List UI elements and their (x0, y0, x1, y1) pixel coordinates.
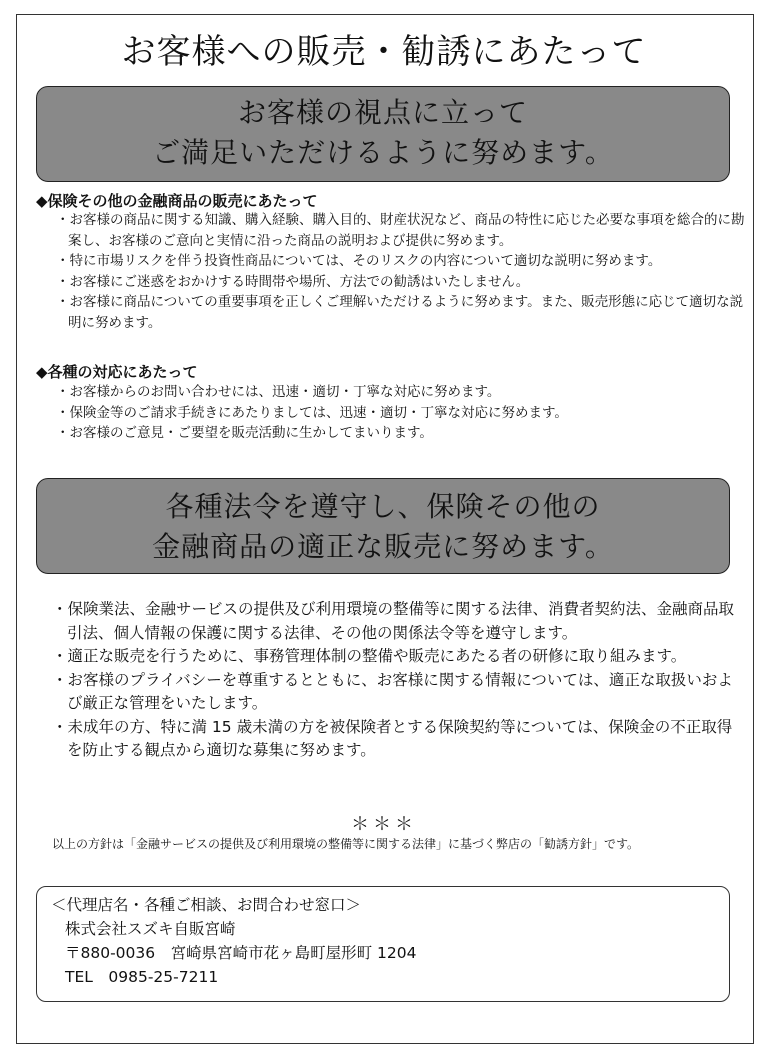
contact-box (36, 886, 730, 1002)
contact-heading: ＜代理店名・各種ご相談、お問合わせ窓口＞ (51, 896, 362, 914)
page-title: お客様への販売・勧誘にあたって (121, 32, 647, 72)
compliance-banner (36, 478, 730, 574)
list-item: ・適正な販売を行うために、事務管理体制の整備や販売にあたる者の研修に取り組みます。 (52, 647, 687, 665)
company-phone: TEL 0985-25-7211 (65, 968, 219, 986)
company-address: 〒880-0036 宮崎県宮崎市花ヶ島町屋形町 1204 (65, 944, 417, 962)
banner-line: お客様の視点に立って (237, 96, 528, 129)
banner-line: 金融商品の適正な販売に努めます。 (152, 530, 614, 563)
list-item: ・お客様に商品についての重要事項を正しくご理解いただけるように努めます。また、販売形態に応じて適切な説明に努めます。 (56, 294, 744, 331)
policy-footnote: 以上の方針は「金融サービスの提供及び利用環境の整備等に関する法律」に基づく弊店の「勧誘方針」です。 (52, 837, 640, 851)
section-heading-financial-products: ◆保険その他の金融商品の販売にあたって (36, 192, 318, 210)
customer-perspective-banner (36, 86, 730, 182)
list-item: ・特に市場リスクを伴う投資性商品については、そのリスクの内容について適切な説明に努めます。 (56, 253, 662, 269)
compliance-list (52, 598, 742, 763)
section-heading-responses: ◆各種の対応にあたって (36, 363, 198, 381)
banner-line: ご満足いただけるように努めます。 (152, 136, 614, 169)
financial-products-list (56, 210, 746, 333)
list-item: ・お客様のご意見・ご要望を販売活動に生かしてまいります。 (56, 425, 433, 441)
list-item: ・お客様のプライバシーを尊重するとともに、お客様に関する情報については、適正な取扱いおよび厳正な管理をいたします。 (52, 670, 733, 712)
list-item: ・保険業法、金融サービスの提供及び利用環境の整備等に関する法律、消費者契約法、金融商品取引法、個人情報の保護に関する法律、その他の関係法令等を遵守します。 (52, 600, 735, 642)
list-item: ・お客様にご迷惑をおかけする時間帯や場所、方法での勧誘はいたしません。 (56, 273, 530, 290)
list-item: ・保険金等のご請求手続きにあたりましては、迅速・適切・丁寧な対応に努めます。 (56, 404, 568, 421)
responses-list (56, 382, 746, 444)
list-item: ・未成年の方、特に満 15 歳未満の方を被保険者とする保険契約等については、保険金の不正取得を防止する観点から適切な募集に努めます。 (52, 717, 733, 759)
separator-stars: ＊＊＊ (351, 814, 417, 835)
company-name: 株式会社スズキ自販宮崎 (65, 920, 236, 938)
list-item: ・お客様からのお問い合わせには、迅速・適切・丁寧な対応に努めます。 (56, 384, 501, 400)
list-item: ・お客様の商品に関する知識、購入経験、購入目的、財産状況など、商品の特性に応じた必要な事項を総合的に勘案し、お客様のご意向と実情に沿った商品の説明および提供に努めます。 (56, 212, 745, 249)
banner-line: 各種法令を遵守し、保険その他の (165, 490, 601, 523)
